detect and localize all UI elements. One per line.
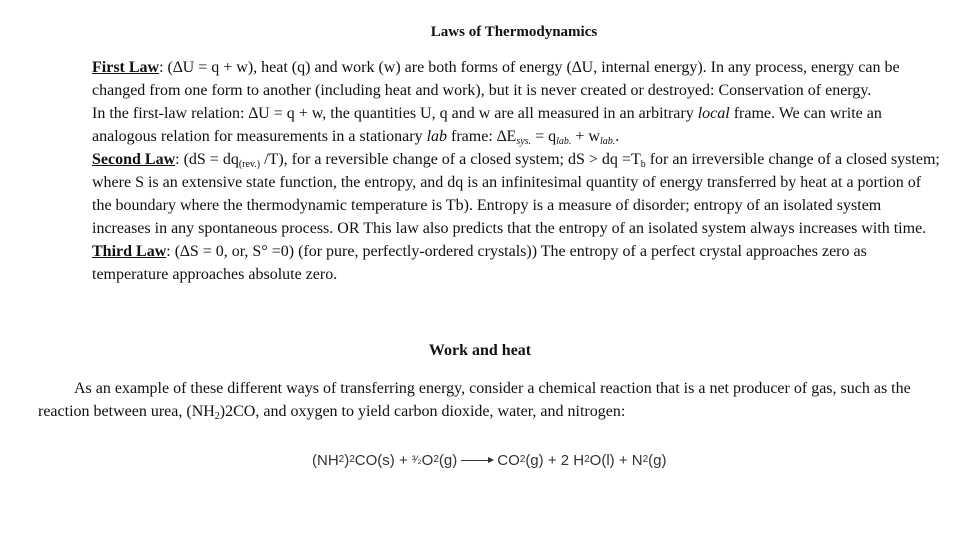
work-and-heat-heading: Work and heat (428, 342, 532, 359)
lab-subscript-1: lab. (556, 136, 572, 147)
product-co: CO (497, 451, 520, 469)
relation-text-6: . (615, 128, 620, 145)
third-law-paragraph (92, 240, 940, 286)
relation-text-1: In the first-law relation: ∆U = q + w, the quantities U, q and w are all measured in an arbitrary (92, 105, 698, 122)
nh2-subscript: 2 (214, 411, 220, 422)
second-law-text-3: for an irreversible change of a closed system; where S is an extensive state function, the entropy, and dq is an infinitesimal quantity of energy transferred by heat at a portion of the boundary where the thermodynamic temperature is Tb). Entropy is a measure of disorder; entropy of an isolated system increases in any spontaneous process. OR This law also predicts that the entropy of an isolated system always increases with time. (92, 151, 940, 237)
page-title: Laws of Thermodynamics (430, 24, 598, 40)
b-subscript: b (640, 159, 646, 170)
second-law-paragraph (92, 148, 940, 240)
second-law-text-2: /T), for a reversible change of a closed system; dS > dq =T (260, 151, 641, 168)
laws-block (92, 56, 940, 286)
reaction-arrow-icon (461, 460, 493, 461)
third-law-text: : (∆S = 0, or, S° =0) (for pure, perfectly-ordered crystals)) The entropy of a perfect crystal approaches zero as temperature approaches absolute zero. (92, 243, 867, 283)
relation-text-4: = q (531, 128, 557, 145)
lab-subscript-2: lab. (599, 136, 616, 147)
reactant-co: CO(s) + (354, 451, 408, 469)
rev-subscript: (rev.) (238, 159, 261, 170)
reactant-nh: (NH (312, 451, 339, 469)
first-law-heading: First Law (92, 59, 160, 76)
second-law-text-1: : (dS = dq (175, 151, 239, 168)
product-h: (g) + 2 H (525, 451, 585, 469)
second-law-heading: Second Law (92, 151, 176, 168)
first-law-text: : (∆U = q + w), heat (q) and work (w) are both forms of energy (∆U, internal energy). In any process, energy can be changed from one form to another (including heat and work), but it is never created or destroyed: Conservation of energy. (92, 59, 900, 99)
relation-text-3: frame: ∆E (447, 128, 517, 145)
example-text-1: As an example of these different ways of transferring energy, consider a chemical reaction that is a net producer of gas, such as the reaction between urea, (NH (38, 380, 911, 420)
example-text-2: )2CO, and oxygen to yield carbon dioxide, water, and nitrogen: (219, 403, 626, 420)
fraction: ³⁄₂ (411, 454, 422, 466)
product-gas: (g) (648, 451, 667, 469)
third-law-heading: Third Law (92, 243, 167, 260)
first-law-paragraph (92, 56, 940, 102)
product-n: O(l) + N (589, 451, 643, 469)
local-italic: local (697, 105, 730, 122)
first-law-relation-paragraph (92, 102, 940, 148)
lab-italic: lab (426, 128, 448, 145)
relation-text-2: frame. We can write an analogous relation for measurements in a stationary (92, 105, 882, 145)
relation-text-5: + w (571, 128, 600, 145)
sys-subscript: sys. (516, 136, 532, 147)
reactant-gas: (g) (438, 451, 458, 469)
example-paragraph (38, 377, 918, 423)
reaction-equation: (NH 2 ) 2 CO(s) + ³⁄₂ O 2 (g) CO 2 (g) + 2 H 2 O(l) + N 2 (g) (312, 451, 667, 469)
reactant-o: O (421, 451, 434, 469)
reactant-paren: ) (344, 451, 350, 469)
